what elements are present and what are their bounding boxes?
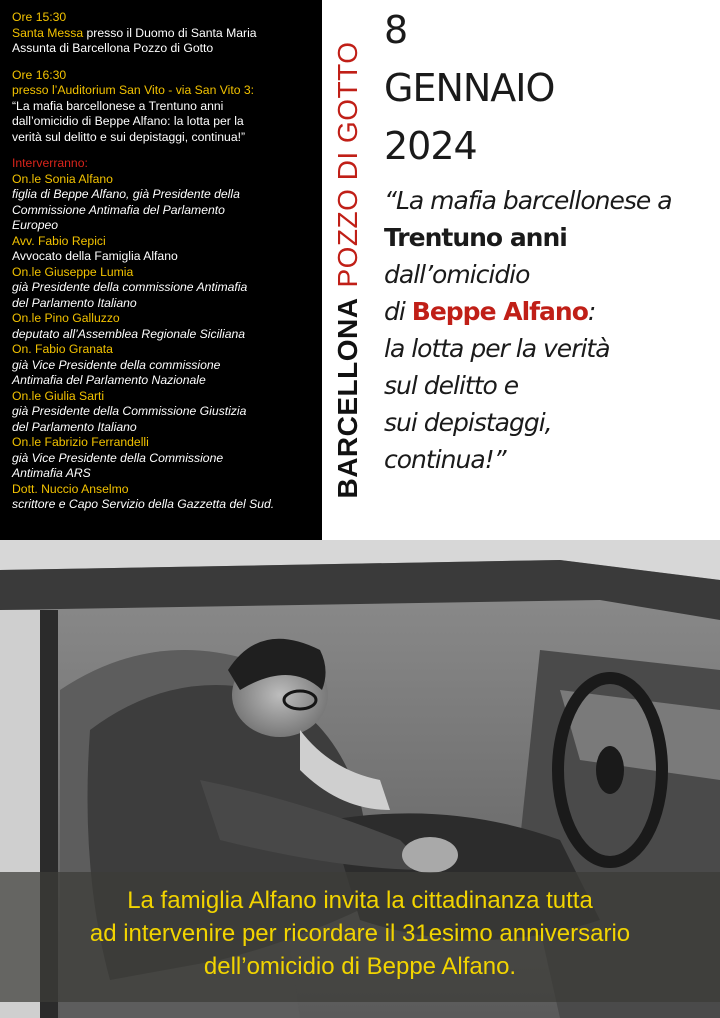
invitation-caption <box>0 872 720 1002</box>
speaker-name: On. Fabio Granata <box>12 342 113 356</box>
title-area <box>384 8 720 478</box>
city-label-part1: BARCELLONA <box>332 297 363 499</box>
speaker-role: deputato all’Assemblea Regionale Siciliana <box>12 326 246 341</box>
event-mass-title: Santa Messa <box>12 25 84 40</box>
speaker-role: già Vice Presidente della Commissione <box>12 450 224 465</box>
speaker-name: Dott. Nuccio Anselmo <box>12 481 129 496</box>
speaker-item <box>12 435 316 482</box>
event-mass-line2: Assunta di Barcellona Pozzo di Gotto <box>12 41 214 55</box>
quote-line: la lotta per la verità <box>384 334 610 363</box>
speaker-item <box>12 342 316 389</box>
event-quote <box>384 182 720 478</box>
speaker-role: figlia di Beppe Alfano, già Presidente della <box>12 187 240 201</box>
event-conference-title-3: verità sul delitto e sui depistaggi, continua!” <box>12 129 246 144</box>
speaker-role: già Vice Presidente della commissione <box>12 357 221 372</box>
quote-fragment: di <box>384 297 412 326</box>
speaker-role: Avvocato della Famiglia Alfano <box>12 249 178 263</box>
quote-line-bold: Trentuno anni <box>384 223 567 252</box>
event-mass-place: presso il Duomo di Santa Maria <box>83 25 257 40</box>
speaker-item <box>12 389 316 436</box>
speaker-role: Antimafia ARS <box>12 466 91 480</box>
date-day: 8 <box>384 8 408 52</box>
speaker-name: On.le Sonia Alfano <box>12 171 113 186</box>
caption-line: dell’omicidio di Beppe Alfano. <box>203 953 517 980</box>
speaker-role: Europeo <box>12 218 59 232</box>
speaker-item <box>12 482 316 513</box>
city-label-part2: POZZO DI GOTTO <box>332 41 363 288</box>
caption-line: ad intervenire per ricordare il 31esimo anniversario <box>89 920 631 947</box>
city-label <box>332 41 364 498</box>
speaker-name: On.le Pino Galluzzo <box>12 311 120 325</box>
speaker-name: On.le Giuseppe Lumia <box>12 264 134 279</box>
event-mass <box>12 10 316 57</box>
event-mass-line1 <box>12 26 316 42</box>
quote-line: “La mafia barcellonese a <box>384 186 672 215</box>
program-panel <box>0 0 322 540</box>
quote-line: sul delitto e <box>384 371 519 400</box>
quote-line: sui depistaggi, <box>384 408 552 437</box>
city-band <box>322 0 374 540</box>
event-conference-time: Ore 16:30 <box>12 67 67 82</box>
date-year: 2024 <box>384 124 477 168</box>
speaker-name: Avv. Fabio Repici <box>12 233 106 248</box>
quote-line: continua!” <box>384 445 506 474</box>
speaker-item <box>12 172 316 234</box>
caption-line: La famiglia Alfano invita la cittadinanza tutta <box>127 887 593 914</box>
speaker-role: del Parlamento Italiano <box>12 419 137 434</box>
speakers-heading: Interverranno: <box>12 156 88 170</box>
speaker-role: già Presidente della commissione Antimafia <box>12 280 248 294</box>
quote-name-highlight: Beppe Alfano <box>411 297 588 326</box>
event-conference-title-1: “La mafia barcellonese a Trentuno anni <box>12 98 224 113</box>
speaker-item <box>12 311 316 342</box>
quote-line: dall’omicidio <box>384 260 530 289</box>
speaker-role: Commissione Antimafia del Parlamento <box>12 202 225 217</box>
speaker-role: scrittore e Capo Servizio della Gazzetta del Sud. <box>12 497 275 511</box>
event-mass-time: Ore 15:30 <box>12 10 67 24</box>
quote-line <box>384 293 720 330</box>
event-conference <box>12 68 316 146</box>
speaker-item <box>12 265 316 312</box>
speaker-role: del Parlamento Italiano <box>12 295 137 310</box>
quote-fragment: : <box>587 297 596 326</box>
speakers-list <box>12 172 316 513</box>
date-month: GENNAIO <box>384 66 555 110</box>
speaker-name: On.le Giulia Sarti <box>12 388 105 403</box>
speaker-role: già Presidente della Commissione Giustizia <box>12 404 247 418</box>
speaker-item <box>12 234 316 265</box>
speaker-role: Antimafia del Parlamento Nazionale <box>12 373 206 387</box>
event-conference-title-2: dall’omicidio di Beppe Alfano: la lotta per la <box>12 114 244 128</box>
event-conference-place: presso l’Auditorium San Vito - via San Vito 3: <box>12 83 255 97</box>
speaker-name: On.le Fabrizio Ferrandelli <box>12 435 149 449</box>
